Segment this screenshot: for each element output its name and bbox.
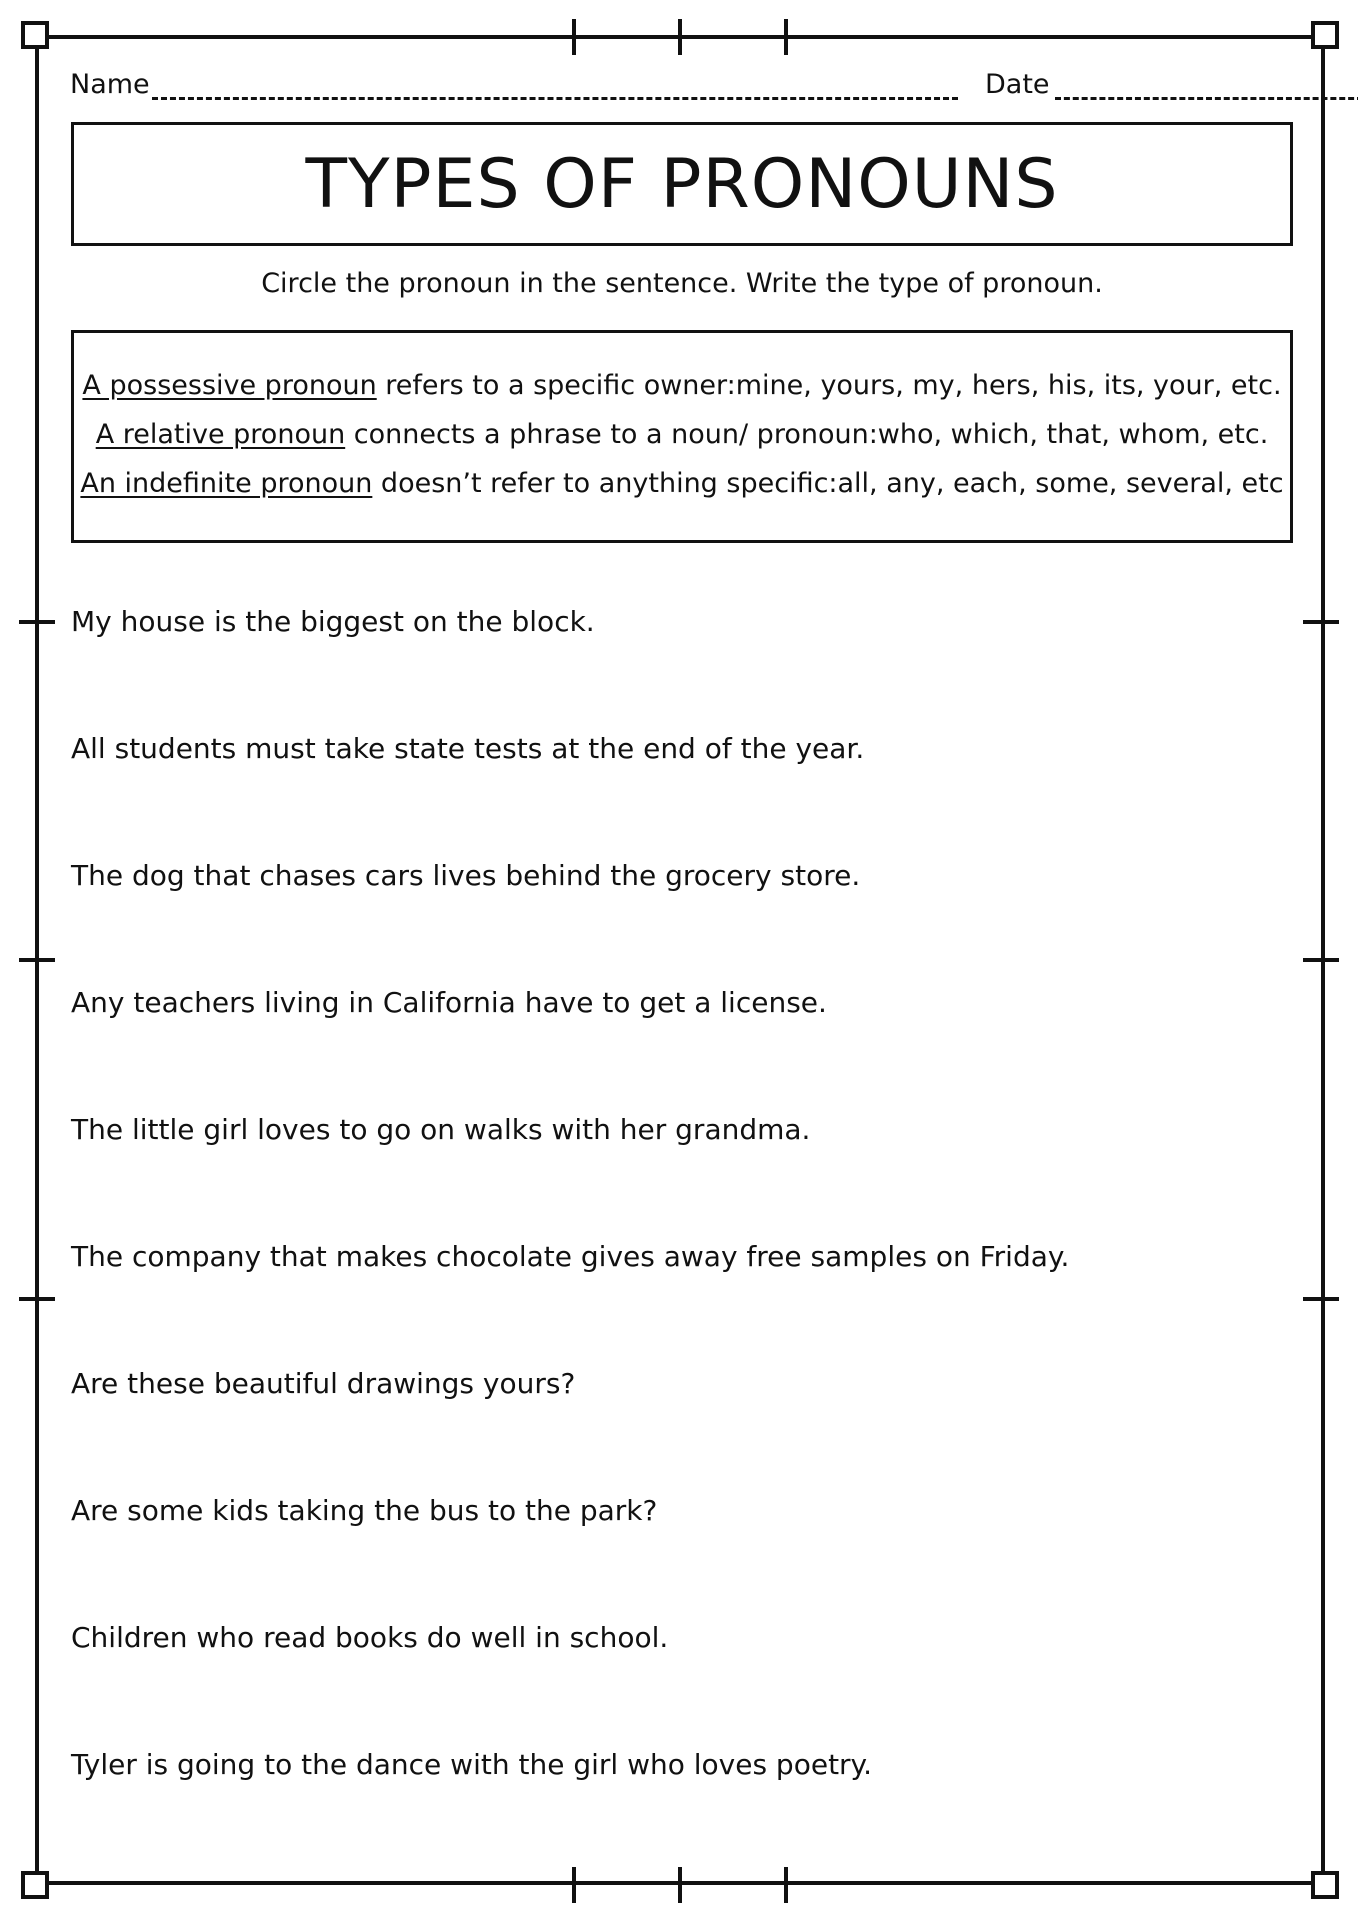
sentence-item: The company that makes chocolate gives away free samples on Friday. [71, 1240, 1070, 1273]
definition-term: A relative pronoun [95, 419, 346, 450]
sentence-item: Any teachers living in California have to get a license. [71, 986, 827, 1019]
border-tick-bottom-1 [572, 1867, 576, 1903]
instructions: Circle the pronoun in the sentence. Write the type of pronoun. [261, 268, 1103, 299]
border-tick-left-1 [19, 620, 55, 624]
border-tick-right-3 [1303, 1297, 1339, 1301]
border-tick-left-2 [19, 958, 55, 962]
border-tick-right-1 [1303, 620, 1339, 624]
sentence-item: Are some kids taking the bus to the park? [71, 1494, 658, 1527]
corner-square-top-left [21, 21, 49, 49]
border-tick-top-2 [678, 19, 682, 55]
corner-square-bottom-left [21, 1871, 49, 1899]
sentence-item: All students must take state tests at the end of the year. [71, 732, 865, 765]
name-field[interactable] [152, 97, 958, 100]
definition-text: connects a phrase to a noun/ pronoun:who, which, that, whom, etc. [345, 419, 1269, 450]
sentence-item: The dog that chases cars lives behind the grocery store. [71, 859, 861, 892]
date-label: Date [985, 69, 1050, 100]
sentence-item: Children who read books do well in school. [71, 1621, 669, 1654]
definition-term: An indefinite pronoun [80, 468, 373, 499]
definitions-box [71, 330, 1293, 543]
sentence-item: Are these beautiful drawings yours? [71, 1367, 576, 1400]
border-tick-left-3 [19, 1297, 55, 1301]
title-box [71, 122, 1293, 246]
name-label: Name [70, 69, 150, 100]
border-tick-top-1 [572, 19, 576, 55]
sentence-item: My house is the biggest on the block. [71, 605, 595, 638]
corner-square-bottom-right [1311, 1871, 1339, 1899]
definition-indefinite [74, 459, 1290, 508]
border-tick-right-2 [1303, 958, 1339, 962]
sentence-item: Tyler is going to the dance with the girl who loves poetry. [71, 1748, 873, 1781]
sentence-item: The little girl loves to go on walks with her grandma. [71, 1113, 811, 1146]
definition-term: A possessive pronoun [82, 370, 377, 401]
definition-text: refers to a specific owner:mine, yours, my, hers, his, its, your, etc. [376, 370, 1282, 401]
corner-square-top-right [1311, 21, 1339, 49]
border-tick-top-3 [784, 19, 788, 55]
definition-relative [74, 410, 1290, 459]
page-title: TYPES OF PRONOUNS [305, 144, 1059, 224]
page-border [35, 35, 1325, 1885]
date-field[interactable] [1055, 97, 1358, 100]
name-date-row [70, 65, 1295, 105]
definition-text: doesn’t refer to anything specific:all, any, each, some, several, etc [372, 468, 1284, 499]
border-tick-bottom-2 [678, 1867, 682, 1903]
definition-possessive [74, 361, 1290, 410]
border-tick-bottom-3 [784, 1867, 788, 1903]
